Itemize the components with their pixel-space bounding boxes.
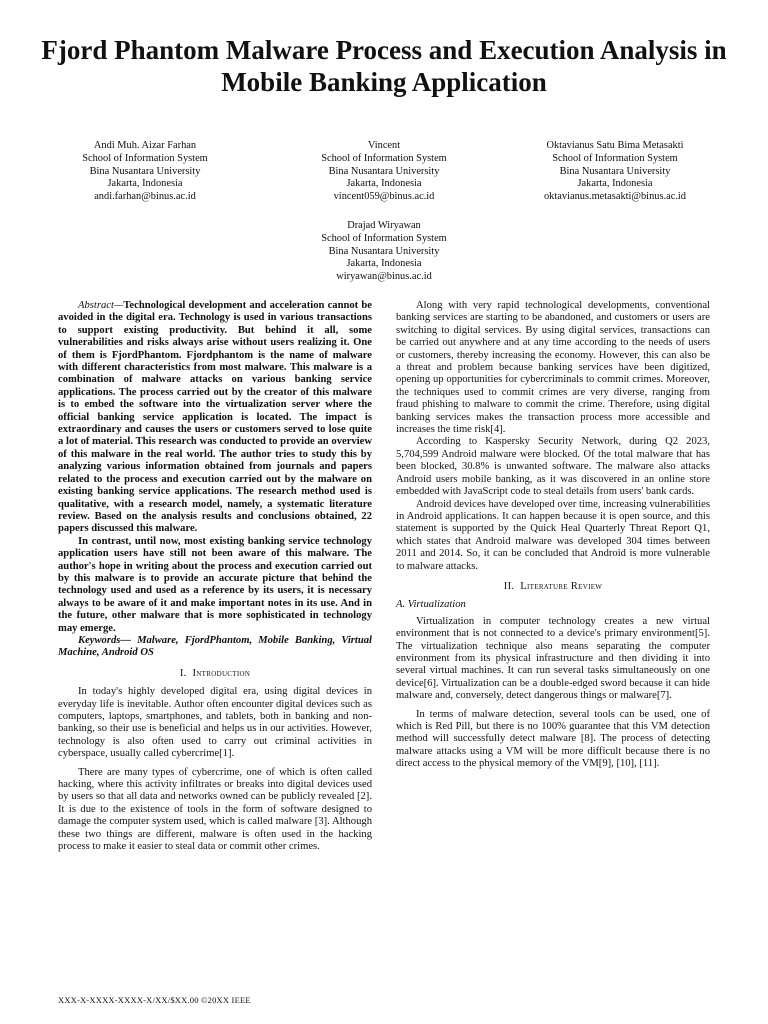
paper-title: Fjord Phantom Malware Process and Execution Analysis in Mobile Banking Application [41, 35, 727, 97]
author-location: Jakarta, Indonesia [346, 258, 422, 270]
author-email: oktavianus.metasakti@binus.ac.id [543, 191, 687, 203]
author-dept: School of Information System [321, 152, 447, 164]
author-email: vincent059@binus.ac.id [333, 191, 435, 203]
author-block-1 [35, 140, 255, 204]
author-name: Andi Muh. Aizar Farhan [93, 140, 197, 151]
right-column [396, 300, 710, 771]
virtualization-paragraph-2: In terms of malware detection, several tools can be used, one of which is Red Pill, but there is no 100% guarantee that this VM detection method will successfully detect malware [8]. The process of detecting malware attacks using a VM will be more difficult because there is no direct access to the physical memory of the VM[9], [10], [11]. [396, 708, 710, 770]
body-paragraph-3: Android devices have developed over time, increasing vulnerabilities in Android applications. It can happen because it is open source, and this statement is supported by the Quick Heal Quarterly Threat Report Q1, which states that Android malware was developed 304 times between 2011 and 2014. So, it can be concluded that Android is more vulnerable to malware attacks. [396, 498, 710, 572]
abstract-text: Technological development and acceleration cannot be avoided in the digital era. Technology is used in various transactions to support existing productivity. But behind it all, some vulnerabilities and risks always arise without users realizing it. One of them is FjordPhantom. Fjordphantom is the name of malware with different characteristics from most malware. This malware is a combination of malware attacks on various banking service applications. The process carried out by the creator of this malware is to embed the software into the virtualization server where the official banking service application is located. The impact is extraordinary and causes the users or customers served to lose quite a lot of material. This research was conducted to provide an overview of this malware in the real world. The author tries to study this by analyzing various information obtained from journals and papers related to the process and execution carried out by the malware on existing banking service applications. The research method used is qualitative, with a research model, namely, a systematic literature review. Based on the analysis results and conclusions obtained, 22 papers discussed this malware. [58, 300, 372, 535]
section-title: Introduction [192, 667, 251, 679]
section-number: I. [179, 667, 187, 679]
author-block-4 [274, 220, 494, 284]
section-heading-introduction [58, 668, 372, 680]
abstract-continued: In contrast, until now, most existing banking service technology application users have still not been aware of this malware. The author's hope in writing about the process and execution carried out by this malware is to provide an accurate picture that behind the technology used and used as a reference by its users, it is necessary always to be aware of it and make important notes in its use. And in the future, other malware that is more sophisticated in technology may emerge. [58, 535, 372, 634]
virtualization-paragraph-1: Virtualization in computer technology creates a new virtual environment that is not connected to a device's primary environment[5]. The virtualization technique also means separating the computer environment from its physical infrastructure and then dividing it into several virtual machines. It can run several tasks simultaneously on one device[6]. Virtualization can be a double-edged sword because it can hide malware and, conversely, detect dangerous things or malware[7]. [396, 615, 710, 702]
author-dept: School of Information System [321, 232, 447, 244]
author-location: Jakarta, Indonesia [346, 178, 422, 190]
author-org: Bina Nusantara University [89, 165, 201, 177]
copyright-footer: XXX-X-XXXX-XXXX-X/XX/$XX.00 ©20XX IEEE [58, 995, 251, 1005]
author-org: Bina Nusantara University [328, 245, 440, 257]
author-block-2 [274, 140, 494, 204]
section-title: Literature Review [520, 580, 603, 592]
body-paragraph-1: Along with very rapid technological developments, conventional banking services are starting to be abandoned, and customers or users are switching to digital services. By using digital services, transactions can be carried out anywhere and at any time according to the needs of users or customers, thereby increasing the economy. However, this can also be a threat and problem because banking services have been digitized, opening up opportunities for cybercriminals to commit crimes. Moreover, the techniques used to commit crimes are very diverse, ranging from fraud phishing to malware to commit the crime. Therefore, using digital banking services makes the transaction process more accessible and increases the time risk[4]. [396, 300, 710, 436]
author-email: andi.farhan@binus.ac.id [94, 191, 196, 203]
keywords: Keywords— Malware, FjordPhantom, Mobile Banking, Virtual Machine, Android OS [58, 634, 372, 659]
author-location: Jakarta, Indonesia [577, 178, 653, 190]
author-name: Vincent [367, 140, 401, 151]
subsection-heading-virtualization: A. Virtualization [396, 599, 466, 611]
author-name: Oktavianus Satu Bima Metasakti [546, 140, 684, 151]
left-column [58, 300, 372, 853]
section-heading-literature-review [396, 581, 710, 593]
author-name: Drajad Wiryawan [347, 220, 421, 231]
author-location: Jakarta, Indonesia [107, 178, 183, 190]
abstract [58, 300, 372, 536]
body-paragraph-2: According to Kaspersky Security Network, during Q2 2023, 5,704,599 Android malware were blocked. Of the total malware that has been blocked, 30.8% is unwanted software. The malware also attacks Android users mobile banking, as it was discovered in an online store embedded with JavaScript code to steal details from users' bank cards. [396, 436, 710, 498]
author-block-3 [505, 140, 725, 204]
section-number: II. [503, 580, 515, 592]
author-dept: School of Information System [82, 152, 208, 164]
abstract-label: Abstract— [78, 300, 124, 311]
author-dept: School of Information System [552, 152, 678, 164]
author-org: Bina Nusantara University [559, 165, 671, 177]
author-org: Bina Nusantara University [328, 165, 440, 177]
intro-paragraph-2: There are many types of cybercrime, one of which is often called hacking, where this activity infiltrates or breaks into digital devices used by users so that all data and networks owned can be publicly revealed [2]. It is due to the existence of tools in the form of software designed to damage the computer system used, which is called malware [3]. Although these two things are different, malware is often used in the hacking process to make it easier to steal data or commit other crimes. [58, 766, 372, 853]
author-email: wiryawan@binus.ac.id [336, 271, 432, 283]
intro-paragraph-1: In today's highly developed digital era, using digital devices in everyday life is inevitable. Author often encounter digital devices such as computers, laptops, smartphones, and tablets, both in banking and non-banking, so their use is beneficial and helps us in our activities. However, technology is also often used to carry out criminal activities in cyberspace, usually called cybercrime[1]. [58, 686, 372, 760]
